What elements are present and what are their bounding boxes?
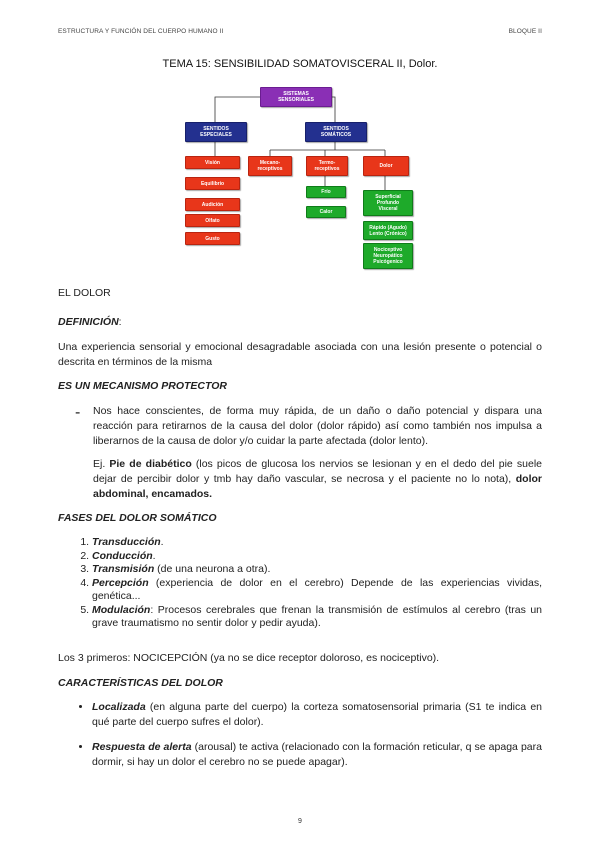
dur-line-1: Rápido (Agudo)	[369, 224, 407, 231]
caracteristica-term: Respuesta de alerta	[92, 741, 192, 753]
tipo-line-3: Psicógenico	[373, 259, 403, 265]
box-vision: Visión	[185, 156, 240, 169]
fase-rest: (experiencia de dolor en el cerebro) Depende de las experiencias vividas, genética...	[92, 576, 542, 602]
mecanismo-example	[93, 457, 542, 502]
caracteristica-item	[92, 700, 542, 730]
definicion-heading	[58, 315, 542, 330]
fase-term: Percepción	[92, 576, 149, 589]
caracteristica-rest: (arousal) te activa (relacionado con la formación reticular, q se apaga para dormir, si hay un dolor el cerebro no se puede apagar).	[92, 741, 542, 768]
termo-line-2: receptivos	[314, 166, 340, 172]
fases-list	[58, 536, 542, 631]
box-termoreceptivos	[306, 156, 348, 176]
ej-bold-pie-diabetico: Pie de diabético	[109, 458, 192, 470]
box-gusto: Gusto	[185, 232, 240, 245]
box-dolor-localizacion	[363, 190, 413, 216]
box-dolor: Dolor	[363, 156, 409, 176]
loc-line-2: Profundo	[376, 200, 400, 206]
running-header-right: BLOQUE II	[508, 28, 542, 35]
meca-line-1: Mecano-	[259, 160, 281, 166]
dash-marker: -	[75, 404, 81, 421]
especiales-line-2: ESPECIALES	[200, 132, 232, 138]
box-sentidos-especiales	[185, 122, 247, 142]
dur-line-2: Lento (Crónico)	[369, 230, 407, 237]
root-line-1: SISTEMAS	[283, 91, 309, 97]
fase-item	[92, 577, 542, 604]
box-calor: Calor	[306, 206, 346, 218]
ej-bold-abdominal: dolor abdominal, encamados.	[93, 473, 542, 500]
fase-rest: .	[160, 536, 164, 548]
tipo-line-2: Neuropático	[373, 253, 403, 259]
fase-item	[92, 604, 542, 631]
box-mecanoreceptivos	[248, 156, 292, 176]
ej-middle: (los picos de glucosa los nervios se lesionan y en el dedo del pie suele dejar de percibir dolor y tmb hay daño vascular, se necrosa y el paciente no lo nota),	[93, 458, 542, 485]
box-olfato: Olfato	[185, 214, 240, 227]
nocicepcion-note: Los 3 primeros: NOCICEPCIÓN (ya no se dice receptor doloroso, es nociceptivo).	[58, 652, 440, 664]
page-title: TEMA 15: SENSIBILIDAD SOMATOVISCERAL II, Dolor.	[162, 58, 438, 70]
caracteristicas-list	[58, 700, 542, 770]
especiales-line-1: SENTIDOS	[203, 126, 229, 132]
fases-heading: FASES DEL DOLOR SOMÁTICO	[58, 512, 217, 524]
definicion-text: Una experiencia sensorial y emocional desagradable asociada con una lesión presente o potencial o descrita en términos de la misma	[58, 341, 542, 368]
caracteristica-item	[92, 740, 542, 770]
ej-prefix: Ej.	[93, 458, 110, 470]
box-audicion: Audición	[185, 198, 240, 211]
caracteristica-term: Localizada	[92, 701, 146, 713]
loc-line-3: Visceral	[378, 206, 398, 212]
tipo-line-1: Nociceptivo	[373, 247, 403, 253]
meca-line-2: receptivos	[257, 166, 283, 172]
page-number: 9	[298, 818, 302, 825]
somaticos-line-2: SOMÁTICOS	[320, 132, 352, 138]
box-frio: Frío	[306, 186, 346, 198]
box-equilibrio: Equilibrio	[185, 177, 240, 190]
box-sistemas-sensoriales	[260, 87, 332, 107]
connector-somaticos-split	[270, 142, 385, 156]
fase-term: Transmisión	[92, 563, 155, 575]
fase-rest: : Procesos cerebrales que frenan la transmisión de estímulos al cerebro (tras un grave traumatismo no sentir dolor y pedir ayuda).	[92, 603, 542, 629]
somaticos-line-1: SENTIDOS	[323, 126, 349, 132]
caracteristica-rest: (en alguna parte del cuerpo) la corteza somatosensorial primaria (S1 te indica en qué parte del cuerpo sufres el dolor).	[92, 701, 542, 728]
box-dolor-duracion	[363, 221, 413, 240]
section-el-dolor: EL DOLOR	[58, 287, 111, 299]
sensory-systems-diagram	[170, 80, 430, 275]
mecanismo-bullet-text: Nos hace conscientes, de forma muy rápida, de un daño o daño potencial y dispara una reacción para retirarnos de la causa del dolor (dolor rápido) así como también nos impulsa a liberarnos de la causa de dolor y/o cuidar la parte afectada (dolor lento).	[93, 405, 542, 447]
definicion-heading-colon: :	[118, 316, 122, 328]
termo-line-1: Termo-	[318, 160, 336, 166]
root-line-2: SENSORIALES	[278, 97, 314, 103]
definicion-heading-text: DEFINICIÓN	[58, 316, 119, 328]
box-dolor-tipo	[363, 243, 413, 269]
fase-term: Modulación	[92, 603, 151, 616]
box-sentidos-somaticos	[305, 122, 367, 142]
fase-rest: (de una neurona a otra).	[154, 563, 271, 575]
fase-term: Transducción	[92, 536, 161, 548]
loc-line-1: Superficial	[375, 194, 401, 200]
fase-item	[92, 536, 542, 550]
fase-item	[92, 563, 542, 577]
fase-term: Conducción	[92, 549, 153, 562]
running-header-left: ESTRUCTURA Y FUNCIÓN DEL CUERPO HUMANO II	[58, 28, 224, 35]
mecanismo-heading: ES UN MECANISMO PROTECTOR	[58, 380, 227, 392]
connector-root-especiales	[215, 97, 260, 122]
caracteristicas-heading: CARACTERÍSTICAS DEL DOLOR	[58, 677, 223, 689]
fase-item	[92, 550, 542, 564]
fase-rest: .	[152, 549, 156, 562]
